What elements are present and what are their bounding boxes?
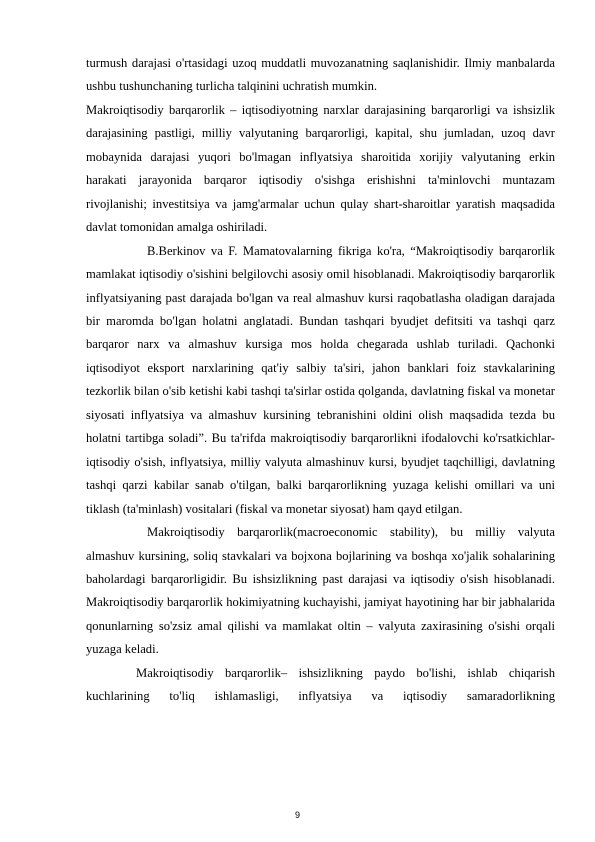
paragraph-continuation: turmush darajasi o'rtasidagi uzoq muddatli muvozanatning saqlanishidir. Ilmiy manbalarda ushbu tushunchaning turlicha talqinini uchratish mumkin. xyxy=(86,56,555,94)
page-number: 9 xyxy=(294,810,300,820)
document-body xyxy=(86,52,555,709)
paragraph-definition: Makroiqtisodiy barqarorlik – iqtisodiyotning narxlar darajasining barqarorligi va ishsizlik darajasining pastligi, milliy valyutaning barqarorligi, kapital, shu jumladan, uzoq davr mobaynida darajasi yuqori bo'lmagan inflyatsiya sharoitida xorijiy valyutaning erkin harakati jarayonida barqaror iqtisodiy o'sishga erishishni ta'minlovchi muntazam rivojlanishi; investitsiya va jamg'armalar uchun qulay shart-sharoitlar yaratish maqsadida davlat tomonidan amalga oshiriladi. xyxy=(86,102,555,235)
paragraph-macroeconomic-stability: Makroiqtisodiy barqarorlik(macroeconomic stability), bu milliy valyuta almashuv kursining, soliq stavkalari va bojxona bojlarining va boshqa xo'jalik sohalarining baholardagi barqarorligidir. Bu ishsizlikning past darajasi va iqtisodiy o'sish hisoblanadi. Makroiqtisodiy barqarorlik hokimiyatning kuchayishi, jamiyat hayotining har bir jabhalarida qonunlarning so'zsiz amal qilishi va mamlakat oltin – valyuta zaxirasining o'sishi orqali yuzaga keladi. xyxy=(86,525,555,657)
paragraph-berkinov-quote: B.Berkinov va F. Mamatovalarning fikriga ko'ra, “Makroiqtisodiy barqarorlik mamlakat iqtisodiy o'sishini belgilovchi asosiy omil hisoblanadi. Makroiqtisodiy barqarorlik inflyatsiyaning past darajada bo'lgan va real almashuv kursi raqobatlasha oladigan darajada bir maromda bo'lgan holatni anglatadi. Bundan tashqari byudjet defitsiti va tashqi qarz barqaror narx va almashuv kursiga mos holda chegarada ushlab turiladi. Qachonki iqtisodiyot eksport narxlarining qat'iy salbiy ta'siri, jahon banklari foiz stavkalarining tezkorlik bilan o'sib ketishi kabi tashqi ta'sirlar ostida qolganda, davlatning fiskal va monetar siyosati inflyatsiya va almashuv kursining tebranishini oldini olish maqsadida tezda bu holatni tartibga soladi”. Bu ta'rifda makroiqtisodiy barqarorlikni ifodalovchi ko'rsatkichlar-iqtisodiy o'sish, inflyatsiya, milliy valyuta almashinuv kursi, byudjet taqchilligi, davlatning tashqi qarzi kabilar sanab o'tilgan, balki barqarorlikning yuzaga kelishi omillari va uni tiklash (ta'minlash) vositalari (fiskal va monetar siyosat) ham qayd etilgan. xyxy=(86,243,555,516)
paragraph-instability: Makroiqtisodiy barqarorlik– ishsizlikning paydo bo'lishi, ishlab chiqarish kuchlarining to'liq ishlamasligi, inflyatsiya va iqtisodiy samaradorlikning xyxy=(86,665,555,704)
